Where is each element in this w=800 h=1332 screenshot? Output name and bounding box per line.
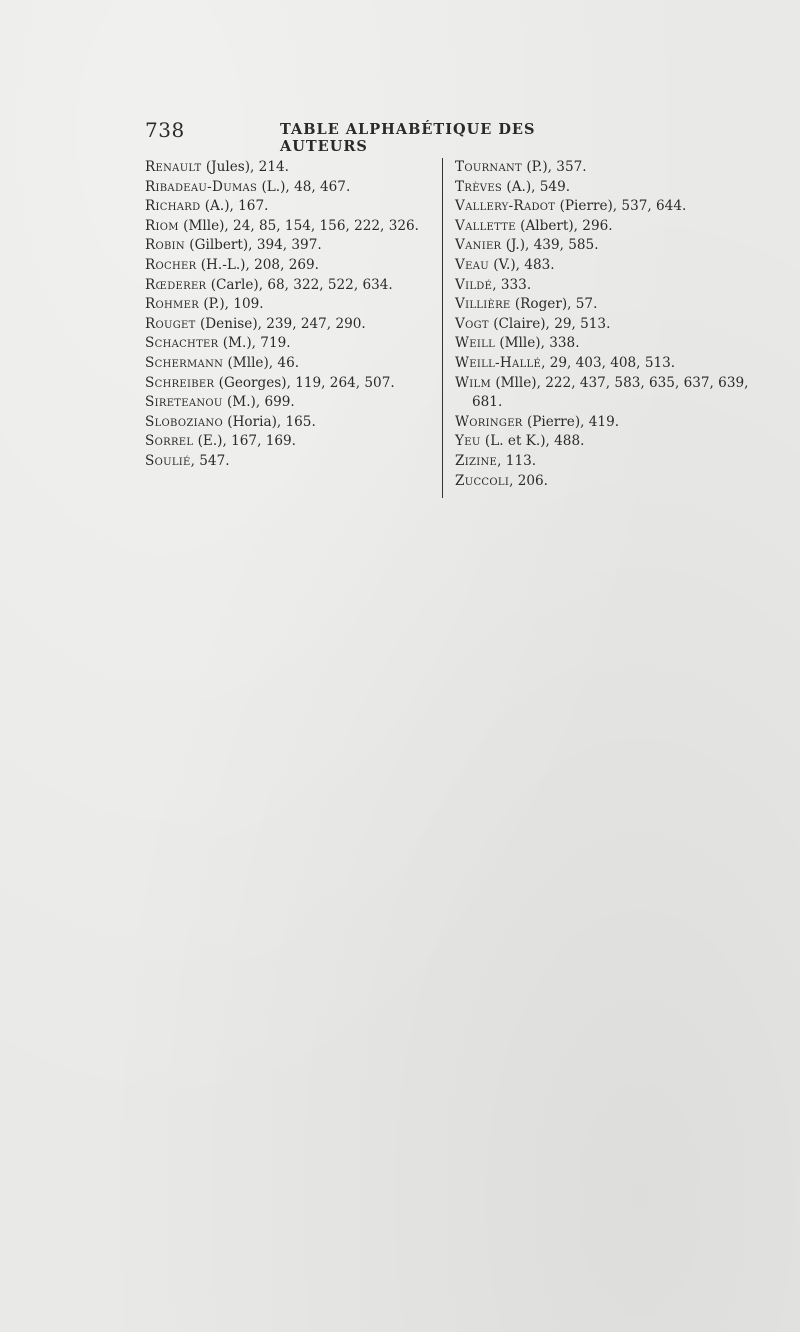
page-references: (Mlle), 338. [495, 335, 580, 352]
page-references: (Roger), 57. [510, 296, 598, 313]
author-name: Schachter [145, 335, 219, 352]
page-references: (A.), 549. [502, 178, 571, 195]
page-references: (P.), 357. [522, 159, 587, 175]
index-entry [455, 158, 755, 178]
author-name: Vallette [455, 217, 516, 234]
running-title: TABLE ALPHABÉTIQUE DES AUTEURS [280, 121, 536, 155]
index-entry [455, 374, 755, 413]
index-entry [145, 178, 430, 198]
author-name: Rœderer [145, 276, 207, 293]
index-entry [455, 295, 755, 315]
page-references: (Jules), 214. [201, 159, 289, 175]
page-references: (Mlle), 24, 85, 154, 156, 222, 326. [178, 217, 419, 234]
page-references: (Mlle), 222, 437, 583, 635, 637, 639, 681. [472, 374, 749, 411]
page-references: (Mlle), 46. [223, 354, 300, 371]
index-entry [145, 374, 430, 394]
author-name: Soulié [145, 452, 191, 469]
index-column-left [145, 158, 430, 472]
index-entry [455, 236, 755, 256]
author-name: Richard [145, 198, 201, 215]
index-entry [455, 256, 755, 276]
author-name: Riom [145, 217, 179, 234]
index-entry [455, 197, 755, 217]
index-entry [455, 354, 755, 374]
page-number: 738 [145, 118, 185, 142]
index-entry [455, 315, 755, 335]
index-entry [145, 452, 430, 472]
index-entry [145, 315, 430, 335]
page-references: (Horia), 165. [222, 413, 316, 430]
page-references: (E.), 167, 169. [193, 433, 296, 450]
page-references: (V.), 483. [488, 256, 555, 273]
index-entry [145, 236, 430, 256]
author-name: Ribadeau-Dumas [145, 178, 258, 195]
index-entry [145, 276, 430, 296]
author-name: Tournant [455, 159, 523, 175]
author-name: Trèves [455, 178, 503, 195]
author-name: Sorrel [145, 433, 194, 450]
author-name: Wilm [455, 374, 492, 391]
author-name: Robin [145, 237, 185, 254]
page-references: (P.), 109. [199, 296, 264, 313]
author-name: Zizine [455, 452, 498, 469]
index-entry [145, 432, 430, 452]
page-references: (Albert), 296. [515, 217, 613, 234]
index-entry [455, 432, 755, 452]
page-references: (M.), 719. [218, 335, 291, 352]
author-name: Sireteanou [145, 394, 223, 411]
page-references: , 29, 403, 408, 513. [541, 354, 676, 371]
author-name: Woringer [455, 413, 523, 430]
page-references: (Georges), 119, 264, 507. [214, 374, 395, 391]
index-entry [145, 354, 430, 374]
index-entry [455, 178, 755, 198]
index-entry [145, 217, 430, 237]
index-entry [145, 334, 430, 354]
index-entry [145, 413, 430, 433]
page-header [145, 118, 607, 155]
author-name: Renault [145, 159, 202, 175]
index-entry [455, 217, 755, 237]
page-references: (Gilbert), 394, 397. [184, 237, 322, 254]
index-entry [145, 256, 430, 276]
author-name: Weill-Hallé [455, 354, 542, 371]
index-column-right [455, 158, 755, 491]
author-name: Rouget [145, 315, 196, 332]
page-references: , 547. [190, 452, 230, 469]
page-references: (J.), 439, 585. [501, 237, 599, 254]
page-references: (M.), 699. [222, 394, 295, 411]
page-references: , 113. [497, 452, 537, 469]
page-references: (Claire), 29, 513. [488, 315, 611, 332]
author-name: Weill [455, 335, 496, 352]
page-references: (Denise), 239, 247, 290. [195, 315, 366, 332]
author-name: Rohmer [145, 296, 200, 313]
index-entry [145, 295, 430, 315]
index-entry [455, 472, 755, 492]
author-name: Vanier [455, 237, 502, 254]
page-references: (Pierre), 537, 644. [555, 198, 687, 215]
author-name: Vogt [455, 315, 489, 332]
page-references: (L.), 48, 467. [257, 178, 351, 195]
author-name: Vallery-Radot [455, 198, 556, 215]
page-references: (Pierre), 419. [522, 413, 620, 430]
author-name: Rocher [145, 256, 197, 273]
page-references: , 333. [492, 276, 532, 293]
author-name: Zuccoli [455, 472, 510, 489]
index-entry [145, 197, 430, 217]
page-references: (H.-L.), 208, 269. [196, 256, 319, 273]
author-name: Schermann [145, 354, 224, 371]
page-references: (A.), 167. [200, 198, 269, 215]
page-references: (L. et K.), 488. [480, 433, 585, 450]
column-divider [442, 158, 443, 498]
page-references: , 206. [509, 472, 548, 489]
author-name: Schreiber [145, 374, 215, 391]
author-name: Sloboziano [145, 413, 223, 430]
index-entry [145, 393, 430, 413]
index-entry [455, 452, 755, 472]
author-name: Yeu [455, 433, 481, 450]
page-references: (Carle), 68, 322, 522, 634. [206, 276, 393, 293]
author-name: Vildé [455, 276, 493, 293]
author-name: Villière [455, 296, 511, 313]
index-entry [145, 158, 430, 178]
index-entry [455, 334, 755, 354]
author-name: Veau [455, 256, 489, 273]
index-entry [455, 413, 755, 433]
index-entry [455, 276, 755, 296]
